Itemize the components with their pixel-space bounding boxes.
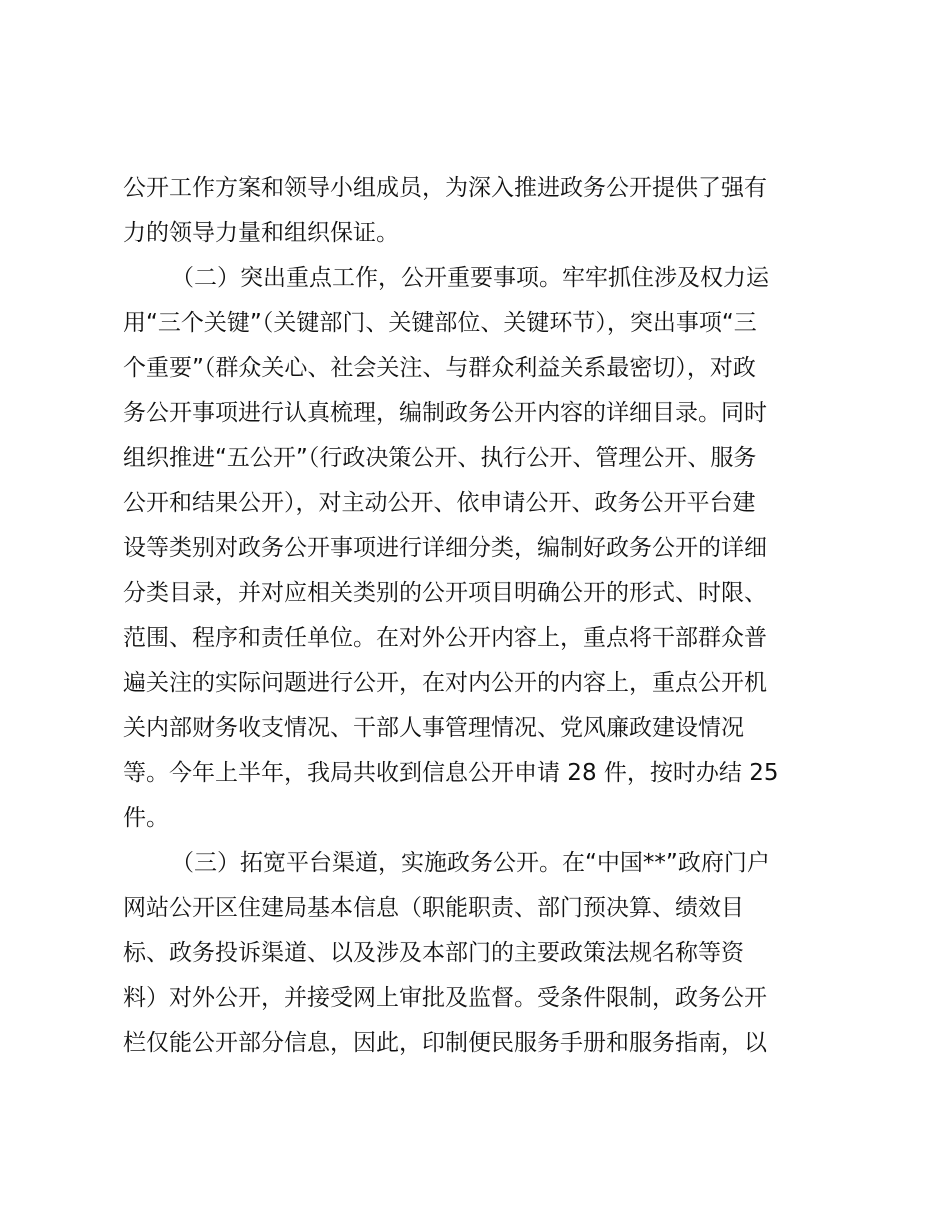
text-line: 料）对外公开，并接受网上审批及监督。受条件限制，政务公开 <box>123 985 767 1011</box>
paragraph-heading-line: （二）突出重点工作，公开重要事项。牢牢抓住涉及权力运 <box>171 265 769 291</box>
text-line: 个重要”（群众关心、社会关注、与群众利益关系最密切），对政 <box>123 355 756 381</box>
text-line: 务公开事项进行认真梳理，编制政务公开内容的详细目录。同时 <box>123 400 767 426</box>
text-line: 等。今年上半年，我局共收到信息公开申请 28 件，按时办结 25 <box>123 760 779 786</box>
text-line: 设等类别对政务公开事项进行详细分类，编制好政务公开的详细 <box>123 535 767 561</box>
text-line: 公开工作方案和领导小组成员，为深入推进政务公开提供了强有 <box>123 175 767 201</box>
text-line: 标、政务投诉渠道、以及涉及本部门的主要政策法规名称等资 <box>123 940 744 966</box>
text-line: 公开和结果公开），对主动公开、依申请公开、政务公开平台建 <box>123 490 756 516</box>
text-line: 分类目录，并对应相关类别的公开项目明确公开的形式、时限、 <box>123 580 767 606</box>
paragraph-heading-line: （三）拓宽平台渠道，实施政务公开。在“中国**”政府门户 <box>171 850 770 876</box>
text-line: 力的领导力量和组织保证。 <box>123 220 399 246</box>
text-line: 范围、程序和责任单位。在对外公开内容上，重点将干部群众普 <box>123 625 767 651</box>
text-line: 栏仅能公开部分信息，因此，印制便民服务手册和服务指南，以 <box>123 1030 767 1056</box>
text-line: 遍关注的实际问题进行公开，在对内公开的内容上，重点公开机 <box>123 670 767 696</box>
text-line: 用“三个关键”（关键部门、关键部位、关键环节），突出事项“三 <box>123 310 757 336</box>
text-line: 关内部财务收支情况、干部人事管理情况、党风廉政建设情况 <box>123 715 744 741</box>
text-line: 组织推进“五公开”（行政决策公开、执行公开、管理公开、服务 <box>123 445 757 471</box>
text-line: 网站公开区住建局基本信息（职能职责、部门预决算、绩效目 <box>123 895 744 921</box>
text-line: 件。 <box>123 805 169 831</box>
